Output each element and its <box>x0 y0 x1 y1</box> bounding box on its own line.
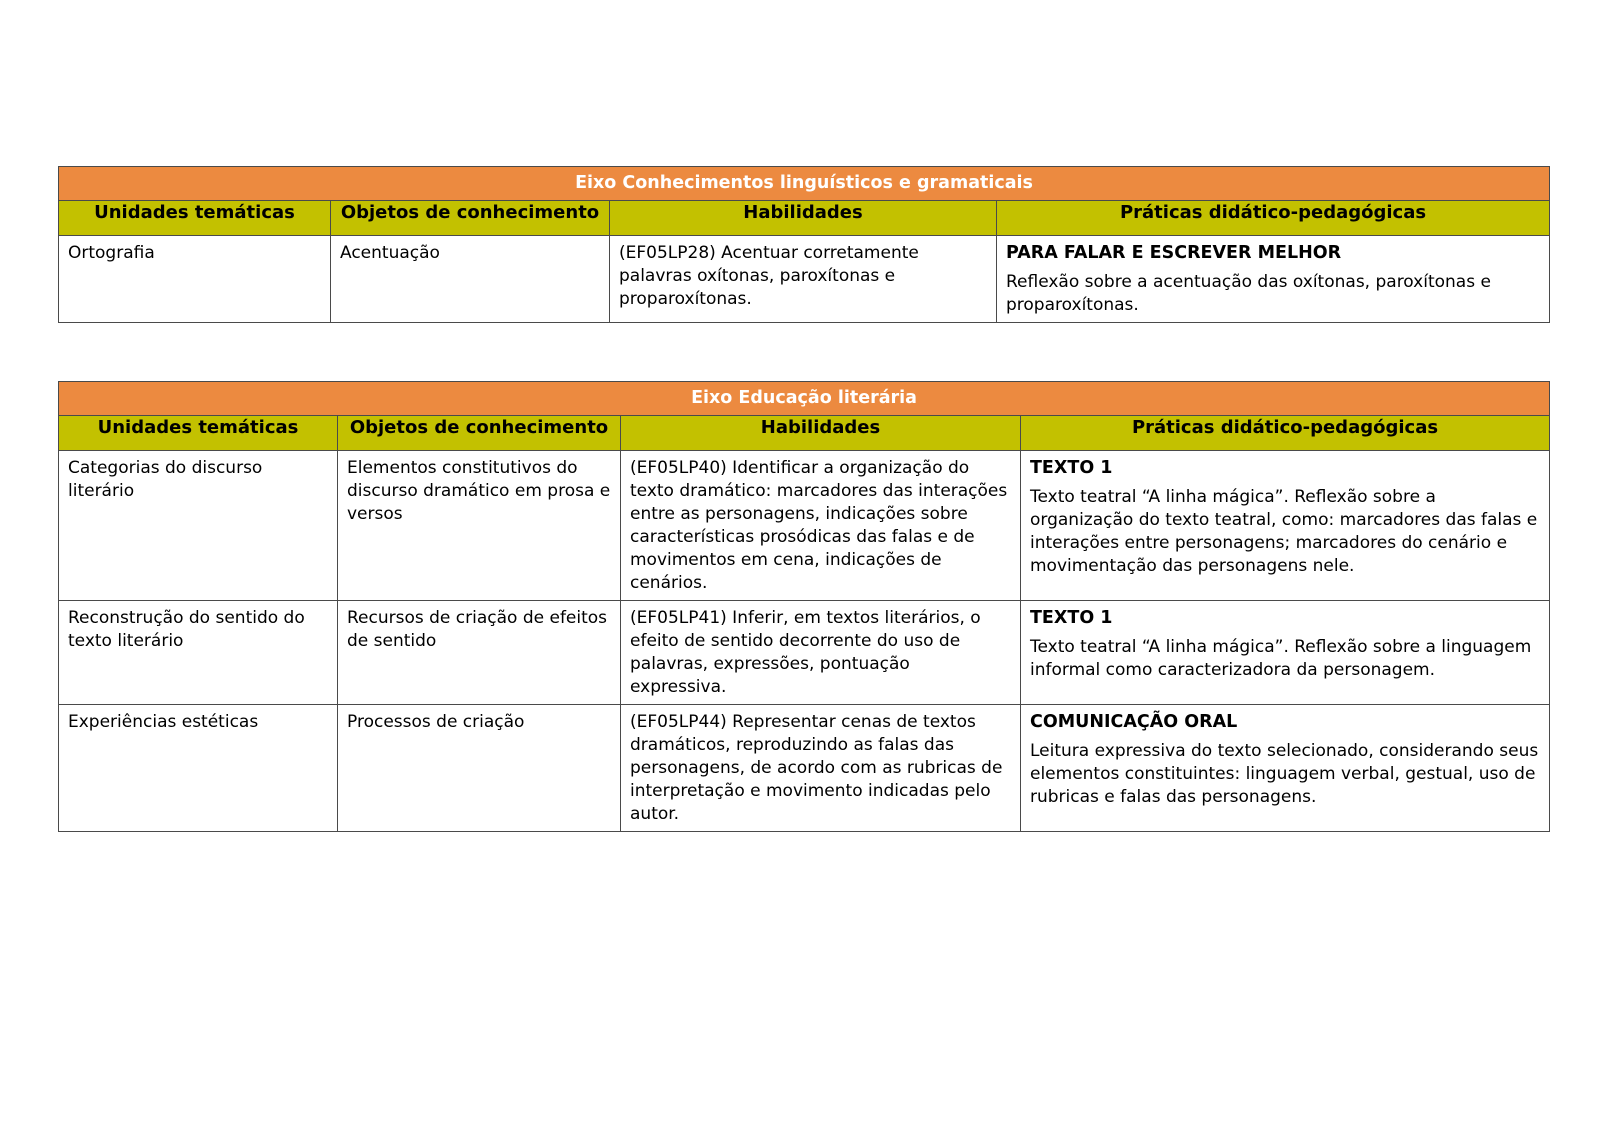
practice-title: TEXTO 1 <box>1030 608 1113 628</box>
cell-unidade: Categorias do discurso literário <box>59 451 338 601</box>
header-habilidades: Habilidades <box>621 416 1021 451</box>
practice-title: COMUNICAÇÃO ORAL <box>1030 712 1238 732</box>
practice-text: Texto teatral “A linha mágica”. Reflexão sobre a linguagem informal como caracterizadora da personagem. <box>1030 637 1532 680</box>
axis-title: Eixo Educação literária <box>59 382 1550 416</box>
practice-title: TEXTO 1 <box>1030 458 1113 478</box>
column-header-row <box>59 201 1550 236</box>
cell-habilidade: (EF05LP41) Inferir, em textos literários, o efeito de sentido decorrente do uso de palavras, expressões, pontuação expressiva. <box>621 601 1021 705</box>
header-objetos-de-conhecimento: Objetos de conhecimento <box>331 201 610 236</box>
table-row <box>59 236 1550 323</box>
header-praticas: Práticas didático-pedagógicas <box>997 201 1550 236</box>
table-row <box>59 451 1550 601</box>
table-conhecimentos-linguisticos <box>58 166 1550 323</box>
cell-pratica <box>1021 451 1550 601</box>
cell-unidade: Reconstrução do sentido do texto literário <box>59 601 338 705</box>
cell-objeto: Acentuação <box>331 236 610 323</box>
cell-habilidade: (EF05LP44) Representar cenas de textos dramáticos, reproduzindo as falas das personagens, de acordo com as rubricas de interpretação e movimento indicadas pelo autor. <box>621 705 1021 832</box>
column-header-row <box>59 416 1550 451</box>
cell-objeto: Elementos constitutivos do discurso dramático em prosa e versos <box>338 451 621 601</box>
table-row <box>59 705 1550 832</box>
header-unidades-tematicas: Unidades temáticas <box>59 201 331 236</box>
cell-pratica <box>997 236 1550 323</box>
cell-habilidade: (EF05LP28) Acentuar corretamente palavras oxítonas, paroxítonas e proparoxítonas. <box>610 236 997 323</box>
cell-unidade: Ortografia <box>59 236 331 323</box>
header-objetos-de-conhecimento: Objetos de conhecimento <box>338 416 621 451</box>
cell-objeto: Recursos de criação de efeitos de sentido <box>338 601 621 705</box>
cell-unidade: Experiências estéticas <box>59 705 338 832</box>
cell-objeto: Processos de criação <box>338 705 621 832</box>
practice-title: PARA FALAR E ESCREVER MELHOR <box>1006 243 1342 263</box>
practice-text: Reflexão sobre a acentuação das oxítonas, paroxítonas e proparoxítonas. <box>1006 272 1491 315</box>
cell-habilidade: (EF05LP40) Identificar a organização do texto dramático: marcadores das interações entre as personagens, indicações sobre características prosódicas das falas e de movimentos em cena, indicações de cenários. <box>621 451 1021 601</box>
header-unidades-tematicas: Unidades temáticas <box>59 416 338 451</box>
table-row <box>59 601 1550 705</box>
header-habilidades: Habilidades <box>610 201 997 236</box>
cell-pratica <box>1021 705 1550 832</box>
header-praticas: Práticas didático-pedagógicas <box>1021 416 1550 451</box>
table-educacao-literaria <box>58 381 1550 832</box>
practice-text: Texto teatral “A linha mágica”. Reflexão sobre a organização do texto teatral, como: marcadores das falas e interações entre personagens; marcadores do cenário e movimentação das personagens nele. <box>1030 487 1538 576</box>
axis-title: Eixo Conhecimentos linguísticos e gramaticais <box>59 167 1550 201</box>
cell-pratica <box>1021 601 1550 705</box>
practice-text: Leitura expressiva do texto selecionado, considerando seus elementos constituintes: linguagem verbal, gestual, uso de rubricas e falas das personagens. <box>1030 741 1539 807</box>
